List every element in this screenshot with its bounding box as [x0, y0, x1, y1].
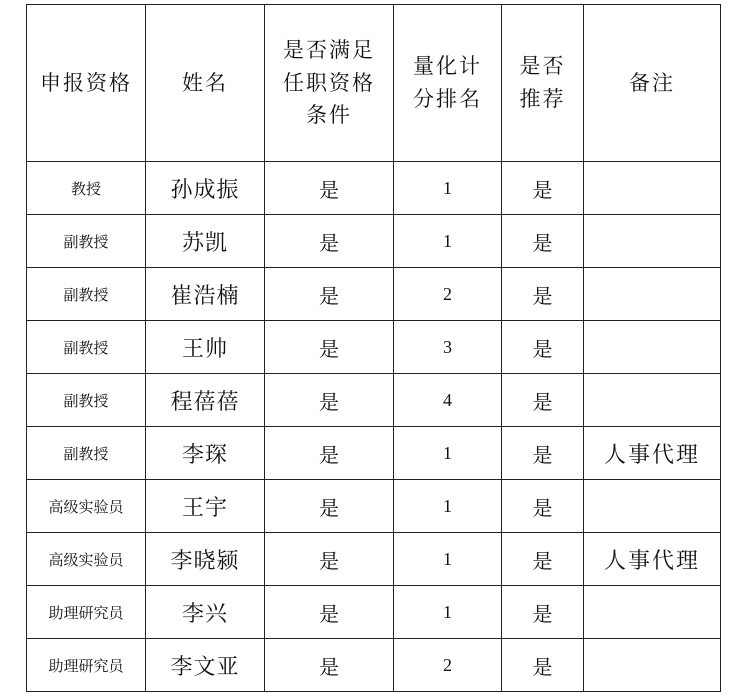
table-row — [27, 427, 721, 480]
cell-rank: 1 — [394, 586, 502, 639]
cell-qualification: 高级实验员 — [27, 480, 146, 533]
cell-remarks — [584, 162, 721, 215]
header-recommended — [502, 5, 584, 162]
cell-name: 李兴 — [146, 586, 265, 639]
table-header-row — [27, 5, 721, 162]
cell-remarks — [584, 374, 721, 427]
cell-remarks: 人事代理 — [584, 427, 721, 480]
cell-rank: 1 — [394, 215, 502, 268]
header-remarks-text: 备注 — [629, 70, 675, 95]
cell-recommended: 是 — [502, 268, 584, 321]
cell-qualification: 副教授 — [27, 427, 146, 480]
header-recommended-line-1: 是否 — [519, 54, 566, 79]
cell-rank: 1 — [394, 162, 502, 215]
table-row — [27, 321, 721, 374]
table-row — [27, 639, 721, 692]
table-row — [27, 162, 721, 215]
cell-meets: 是 — [265, 162, 394, 215]
header-meets-line-3: 条件 — [306, 103, 352, 128]
cell-remarks — [584, 215, 721, 268]
cell-recommended: 是 — [502, 639, 584, 692]
cell-meets: 是 — [265, 321, 394, 374]
table-row — [27, 533, 721, 586]
cell-meets: 是 — [265, 374, 394, 427]
table-row — [27, 215, 721, 268]
header-name-text: 姓名 — [182, 70, 228, 95]
cell-recommended: 是 — [502, 162, 584, 215]
cell-remarks — [584, 321, 721, 374]
cell-meets: 是 — [265, 586, 394, 639]
cell-name: 李晓颍 — [146, 533, 265, 586]
cell-recommended: 是 — [502, 427, 584, 480]
cell-recommended: 是 — [502, 321, 584, 374]
header-qualification-text: 申报资格 — [40, 70, 132, 95]
cell-qualification: 副教授 — [27, 215, 146, 268]
table-row — [27, 586, 721, 639]
cell-qualification: 助理研究员 — [27, 586, 146, 639]
cell-rank: 4 — [394, 374, 502, 427]
cell-rank: 1 — [394, 480, 502, 533]
cell-remarks — [584, 639, 721, 692]
header-remarks — [584, 5, 721, 162]
cell-qualification: 高级实验员 — [27, 533, 146, 586]
header-name — [146, 5, 265, 162]
header-rank-line-1: 量化计 — [413, 54, 482, 79]
cell-qualification: 副教授 — [27, 321, 146, 374]
cell-name: 崔浩楠 — [146, 268, 265, 321]
cell-name: 程蓓蓓 — [146, 374, 265, 427]
cell-qualification: 教授 — [27, 162, 146, 215]
header-meets-line-2: 任职资格 — [283, 70, 375, 95]
cell-meets: 是 — [265, 639, 394, 692]
header-meets-requirements — [265, 5, 394, 162]
header-qualification — [27, 5, 146, 162]
header-score-rank — [394, 5, 502, 162]
cell-remarks — [584, 480, 721, 533]
cell-remarks — [584, 268, 721, 321]
cell-meets: 是 — [265, 215, 394, 268]
cell-recommended: 是 — [502, 533, 584, 586]
cell-rank: 1 — [394, 427, 502, 480]
cell-name: 王帅 — [146, 321, 265, 374]
cell-rank: 1 — [394, 533, 502, 586]
cell-qualification: 副教授 — [27, 374, 146, 427]
table-row — [27, 374, 721, 427]
table-row — [27, 480, 721, 533]
cell-name: 李文亚 — [146, 639, 265, 692]
cell-name: 李琛 — [146, 427, 265, 480]
cell-recommended: 是 — [502, 374, 584, 427]
cell-name: 孙成振 — [146, 162, 265, 215]
table-row — [27, 268, 721, 321]
cell-remarks — [584, 586, 721, 639]
cell-rank: 3 — [394, 321, 502, 374]
header-rank-line-2: 分排名 — [413, 87, 482, 111]
cell-meets: 是 — [265, 480, 394, 533]
cell-name: 苏凯 — [146, 215, 265, 268]
cell-qualification: 助理研究员 — [27, 639, 146, 692]
recommendation-table — [26, 4, 721, 692]
cell-qualification: 副教授 — [27, 268, 146, 321]
header-meets-line-1: 是否满足 — [283, 38, 375, 63]
cell-meets: 是 — [265, 533, 394, 586]
cell-meets: 是 — [265, 427, 394, 480]
cell-recommended: 是 — [502, 215, 584, 268]
cell-name: 王宇 — [146, 480, 265, 533]
header-recommended-line-2: 推荐 — [519, 87, 566, 111]
cell-rank: 2 — [394, 268, 502, 321]
cell-recommended: 是 — [502, 480, 584, 533]
cell-remarks: 人事代理 — [584, 533, 721, 586]
cell-meets: 是 — [265, 268, 394, 321]
cell-recommended: 是 — [502, 586, 584, 639]
cell-rank: 2 — [394, 639, 502, 692]
